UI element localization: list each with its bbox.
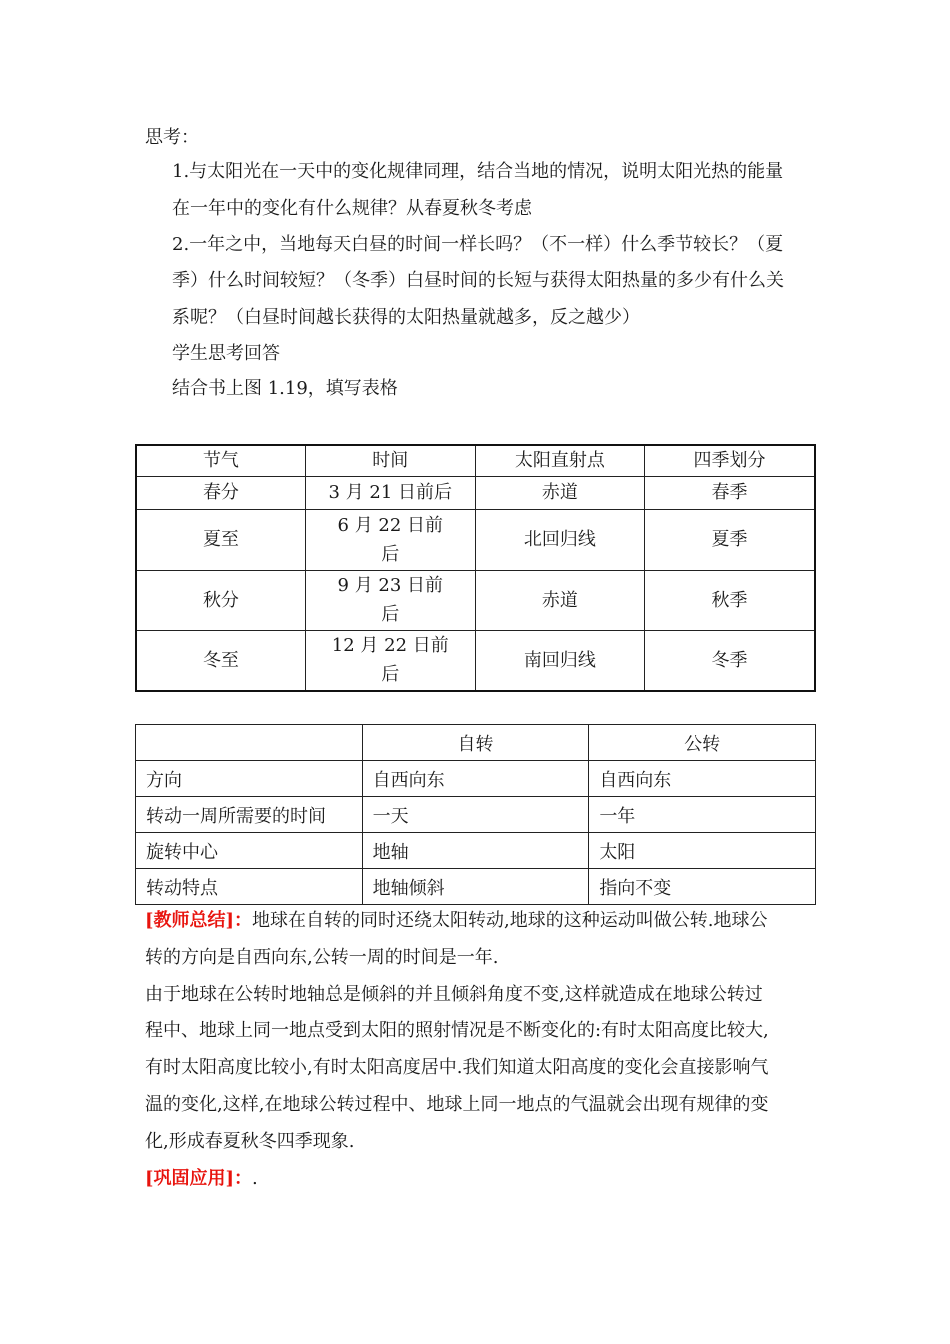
header-cell: 时间 <box>305 445 475 476</box>
question-2-line-2: 季）什么时间较短？（冬季）白昼时间的长短与获得太阳热量的多少有什么关 <box>172 270 784 291</box>
teacher-summary-line-3: 由于地球在公转时地轴总是倾斜的并且倾斜角度不变,这样就造成在地球公转过 <box>145 984 763 1005</box>
table-cell: 秋季 <box>645 570 815 630</box>
table-cell: 9 月 23 日前后 <box>305 570 475 630</box>
table-cell: 夏至 <box>136 509 305 570</box>
question-1-line-2: 在一年中的变化有什么规律？从春夏秋冬考虑 <box>172 198 532 219</box>
table-cell: 冬季 <box>645 630 815 691</box>
table-cell: 冬至 <box>136 630 305 691</box>
table-cell: 一天 <box>362 797 589 833</box>
table-cell: 春分 <box>136 476 305 509</box>
table-row <box>136 509 815 570</box>
header-cell: 节气 <box>136 445 305 476</box>
teacher-summary-line-7: 化,形成春夏秋冬四季现象. <box>145 1131 355 1152</box>
question-1-line-1: 1.与太阳光在一天中的变化规律同理，结合当地的情况，说明太阳光热的能量 <box>172 161 784 182</box>
table-cell: 自西向东 <box>362 761 589 797</box>
teacher-summary-line-4: 程中、地球上同一地点受到太阳的照射情况是不断变化的:有时太阳高度比较大, <box>145 1020 769 1041</box>
table-row <box>136 761 816 797</box>
header-cell: 太阳直射点 <box>475 445 644 476</box>
teacher-summary-line-6: 温的变化,这样,在地球公转过程中、地球上同一地点的气温就会出现有规律的变 <box>145 1094 769 1115</box>
table-instruction: 结合书上图 1.19，填写表格 <box>172 378 398 399</box>
practice-text: . <box>252 1168 258 1189</box>
table-cell: 地轴倾斜 <box>362 869 589 905</box>
header-cell: 公转 <box>589 725 816 761</box>
header-cell: 四季划分 <box>645 445 815 476</box>
teacher-summary-line-2: 转的方向是自西向东,公转一周的时间是一年. <box>145 947 499 968</box>
table-cell: 旋转中心 <box>136 833 363 869</box>
header-cell-empty <box>136 725 363 761</box>
table-row <box>136 630 815 691</box>
thinking-heading: 思考： <box>145 127 199 148</box>
table-cell: 方向 <box>136 761 363 797</box>
question-2-line-1: 2.一年之中，当地每天白昼的时间一样长吗？（不一样）什么季节较长？（夏 <box>172 234 784 255</box>
practice-label: [巩固应用]： <box>145 1168 253 1189</box>
table-cell: 一年 <box>589 797 816 833</box>
teacher-summary-label: [教师总结]： <box>145 910 253 931</box>
table-row <box>136 570 815 630</box>
table-cell: 3 月 21 日前后 <box>305 476 475 509</box>
table-cell: 指向不变 <box>589 869 816 905</box>
table-cell: 春季 <box>645 476 815 509</box>
table-header-row <box>136 725 816 761</box>
table-cell: 太阳 <box>589 833 816 869</box>
table-cell: 转动一周所需要的时间 <box>136 797 363 833</box>
table-cell: 赤道 <box>475 476 644 509</box>
table-row <box>136 797 816 833</box>
table-cell: 12 月 22 日前后 <box>305 630 475 691</box>
table-cell: 南回归线 <box>475 630 644 691</box>
table-cell: 北回归线 <box>475 509 644 570</box>
header-cell: 自转 <box>362 725 589 761</box>
practice-line <box>145 1167 258 1191</box>
table-header-row <box>136 445 815 476</box>
question-2-line-3: 系呢？（白昼时间越长获得的太阳热量就越多，反之越少） <box>172 307 640 328</box>
table-row <box>136 833 816 869</box>
table-cell: 夏季 <box>645 509 815 570</box>
table-cell: 转动特点 <box>136 869 363 905</box>
table-cell: 赤道 <box>475 570 644 630</box>
table-cell: 地轴 <box>362 833 589 869</box>
table-cell: 自西向东 <box>589 761 816 797</box>
student-answer-note: 学生思考回答 <box>172 343 280 364</box>
teacher-summary-line-5: 有时太阳高度比较小,有时太阳高度居中.我们知道太阳高度的变化会直接影响气 <box>145 1057 769 1078</box>
table-cell: 秋分 <box>136 570 305 630</box>
teacher-summary-line-1 <box>145 909 768 933</box>
table-row <box>136 869 816 905</box>
rotation-revolution-table <box>135 724 816 905</box>
summary-text: 地球在自转的同时还绕太阳转动,地球的这种运动叫做公转.地球公 <box>252 910 768 931</box>
solar-terms-table <box>135 444 816 692</box>
table-cell: 6 月 22 日前后 <box>305 509 475 570</box>
table-row <box>136 476 815 509</box>
